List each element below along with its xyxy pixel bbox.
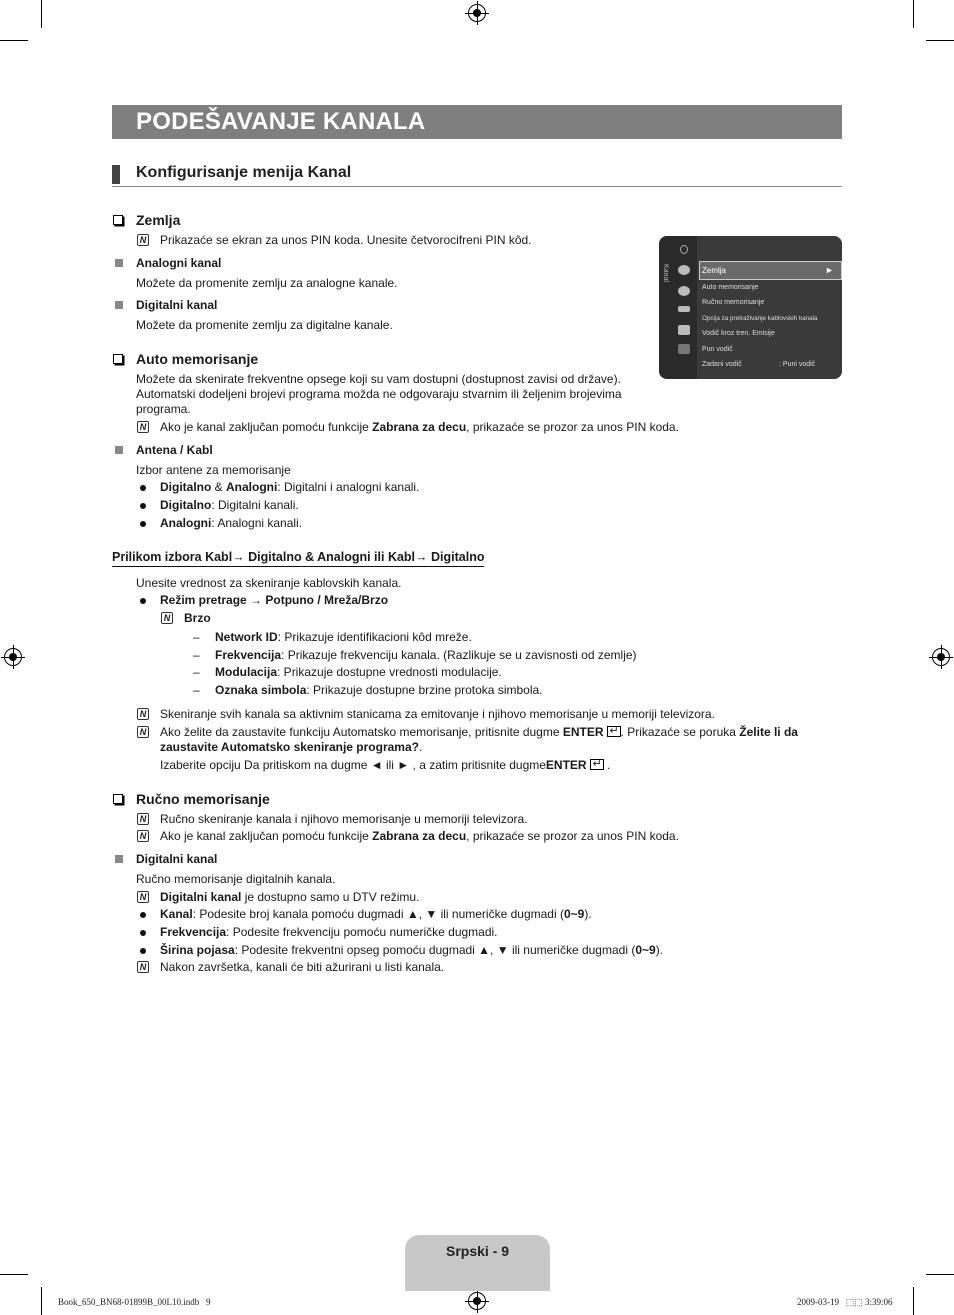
note-icon: N [137,813,149,825]
registration-mark-icon [468,4,486,22]
digital-text: Možete da promenite zemlju za digitalne kanale. [136,318,393,332]
text: . [606,758,611,772]
heading-auto: Auto memorisanje [136,351,259,367]
manual-note [160,890,419,905]
square-bullet-icon [115,446,123,454]
brzo-label: Brzo [184,611,211,625]
crop-mark [926,1274,954,1275]
crop-mark [926,40,954,41]
section-title: Konfigurisanje menija Kanal [136,164,352,181]
text-bold: Zabrana za decu [372,829,467,843]
application-icon [678,325,690,335]
crop-mark [41,0,42,28]
page-title: PODEŠAVANJE KANALA [136,108,426,135]
tv-menu-item[interactable]: Auto memorisanje [702,284,759,291]
cable-heading-text: Prilikom izbora Kabl→ Digitalno & Analogni ili Kabl→ Digitalno [112,550,485,564]
heading-zemlja: Zemlja [136,212,181,228]
text: : Prikazuje identifikacioni kôd mreže. [277,630,472,644]
antenna-option [160,516,302,531]
crop-mark [0,1274,28,1275]
dash-marker: – [193,648,200,662]
heading-rucno: Ručno memorisanje [136,791,270,807]
bullet-dot-icon [140,485,146,491]
text: , prikazaće se prozor za unos PIN koda. [466,420,679,434]
cable-note-cont [160,758,610,773]
text-bold: 0~9 [563,907,585,921]
dash-marker: – [193,665,200,679]
settings-gear-icon [678,286,690,296]
page-number-tab [405,1235,550,1291]
page-number: Srpski - 9 [445,1243,510,1259]
manual-digital-text: Ručno memorisanje digitalnih kanala. [136,872,336,886]
auto-note [160,420,679,435]
note-icon: N [137,726,149,738]
crop-mark [913,1287,914,1315]
text: : Podesite broj kanala pomoću dugmadi ▲, ▼ ili numeričke dugmadi ( [192,907,564,921]
text-bold: Frekvencija [160,925,227,939]
enter-key-icon [607,726,621,737]
text-bold: 0~9 [635,943,656,957]
text: : Digitalni i analogni kanali. [277,480,420,494]
input-arrow-icon [678,306,690,312]
brzo-item [215,665,502,680]
manual-note: Ručno skeniranje kanala i njihovo memorisanje u memoriji televizora. [160,812,528,826]
note-icon: N [137,891,149,903]
text: : Analogni kanali. [211,516,303,530]
text-bold: Digitalni kanal [160,890,242,904]
text-bold: Digitalno [160,498,212,512]
zemlja-note: Prikazaće se ekran za unos PIN koda. Unesite četvorocifreni PIN kôd. [160,233,532,247]
text-bold: Širina pojasa [160,943,235,957]
tv-menu-item[interactable]: Zemlja [702,266,727,275]
search-mode: Režim pretrage → Potpuno / Mreža/Brzo [160,593,389,607]
text: : Podesite frekvenciju pomoću numeričke dugmadi. [226,925,498,939]
tv-menu-screenshot [659,236,842,379]
enter-key-label: ENTER [562,725,604,739]
manual-note [160,829,679,844]
text-bold: Kanal [160,907,193,921]
note-icon: N [137,234,149,246]
text: : Digitalni kanali. [211,498,299,512]
text-bold: Analogni [160,516,212,530]
auto-line: Možete da skenirate frekventne opsege koji su vam dostupni (dostupnost zavisi od države). [136,372,621,386]
crop-mark [913,0,914,28]
text-bold: Frekvencija [215,648,282,662]
brzo-item [215,683,543,698]
input-icon [680,245,688,254]
square-bullet-icon [115,301,123,309]
antenna-label: Antena / Kabl [136,443,213,457]
note-icon: N [137,708,149,720]
registration-mark-icon [468,1292,486,1310]
support-icon [678,344,690,354]
title-bar [112,105,842,139]
text: . Prikazaće se poruka [620,725,740,739]
bullet-dot-icon [140,948,146,954]
tv-menu-item[interactable]: Zadani vodič [702,361,742,368]
brzo-item [215,630,472,645]
digital-label: Digitalni kanal [136,298,218,312]
text-bold: Oznaka simbola [215,683,307,697]
section-marker [112,165,120,184]
enter-key-label: ENTER [545,758,587,772]
cable-note-cont [160,740,422,755]
manual-option [160,943,663,958]
text: ). [584,907,592,921]
text: : Podesite frekventni opseg pomoću dugmadi ▲, ▼ ili numeričke dugmadi ( [234,943,636,957]
text-bold: Analogni [226,480,278,494]
text: . [418,740,423,754]
text: Izaberite opciju Da pritiskom na dugme ◄ ili ► , a zatim pritisnite dugme [160,758,546,772]
auto-line: Automatski dodeljeni brojevi programa možda ne odgovaraju stvarnim ili željenim brojevima [136,387,622,401]
antenna-option [160,480,419,495]
tv-menu-value: : Puni vodič [779,361,816,368]
text-bold: Digitalno [160,480,212,494]
manual-option [160,925,498,940]
registration-mark-icon [4,648,22,666]
antenna-text: Izbor antene za memorisanje [136,463,291,477]
checkbox-bullet-icon [113,794,123,804]
footer-stamp: 2009-03-19 ⬚⬚ 3:39:06 [797,1297,893,1307]
cable-heading [112,550,484,567]
square-bullet-icon [115,259,123,267]
tv-menu-sidebar [659,236,697,379]
text: & [211,480,226,494]
analog-text: Možete da promenite zemlju za analogne kanale. [136,276,398,290]
text: : Prikazuje dostupne vrednosti modulacije. [277,665,502,679]
checkbox-bullet-icon [113,215,123,225]
antenna-option [160,498,299,513]
tv-menu-item[interactable]: Vodič kroz tren. Emisije [702,330,775,337]
text-bold: Zabrana za decu [372,420,467,434]
text: Ako je kanal zaključan pomoću funkcije [160,420,373,434]
tv-menu-item[interactable]: Pun vodič [702,346,733,353]
text: je dostupno samo u DTV režimu. [241,890,420,904]
bullet-dot-icon [140,503,146,509]
text: Ako želite da zaustavite funkciju Automatsko memorisanje, pritisnite dugme [160,725,563,739]
manual-option [160,907,592,922]
bullet-dot-icon [140,598,146,604]
text: : Prikazuje dostupne brzine protoka simbola. [306,683,543,697]
manual-digital-label: Digitalni kanal [136,852,218,866]
footer-file: Book_650_BN68-01899B_00L10.indb 9 [58,1297,211,1307]
bullet-dot-icon [140,912,146,918]
cable-note: Skeniranje svih kanala sa aktivnim stanicama za emitovanje i njihovo memorisanje u memoriji televizora. [160,707,715,721]
cable-note [160,725,798,740]
analog-label: Analogni kanal [136,256,222,270]
note-icon: N [161,612,173,624]
auto-line: programa. [136,402,191,416]
text: : Prikazuje frekvenciju kanala. (Razlikuje se u zavisnosti od zemlje) [281,648,637,662]
registration-mark-icon [932,648,950,666]
square-bullet-icon [115,855,123,863]
dash-marker: – [193,630,200,644]
note-icon: N [137,830,149,842]
section-header [112,163,842,187]
cable-intro: Unesite vrednost za skeniranje kablovskih kanala. [136,576,402,590]
bullet-dot-icon [140,930,146,936]
dash-marker: – [193,683,200,697]
tv-menu-list [697,236,842,379]
manual-note: Nakon završetka, kanali će biti ažurirani u listi kanala. [160,960,445,974]
bullet-dot-icon [140,521,146,527]
note-icon: N [137,421,149,433]
text-bold: Želite li da [739,725,798,739]
channel-icon [678,265,690,275]
enter-key-icon [590,759,604,770]
text-bold: Modulacija [215,665,278,679]
tv-menu-item[interactable]: Ručno memorisanje [702,299,765,306]
text-bold: zaustavite Automatsko skeniranje programa? [160,740,419,754]
checkbox-bullet-icon [113,354,123,364]
note-icon: N [137,961,149,973]
tv-side-label: Kanal [662,264,669,282]
brzo-item [215,648,637,663]
text: Ako je kanal zaključan pomoću funkcije [160,829,373,843]
crop-mark [41,1287,42,1315]
text: , prikazaće se prozor za unos PIN koda. [466,829,679,843]
text-bold: Network ID [215,630,278,644]
text: ). [655,943,664,957]
crop-mark [0,40,28,41]
arrow-right-icon: ► [825,265,834,275]
tv-menu-item[interactable]: Opcija za pretraživanje kablovskih kanala [702,315,818,322]
